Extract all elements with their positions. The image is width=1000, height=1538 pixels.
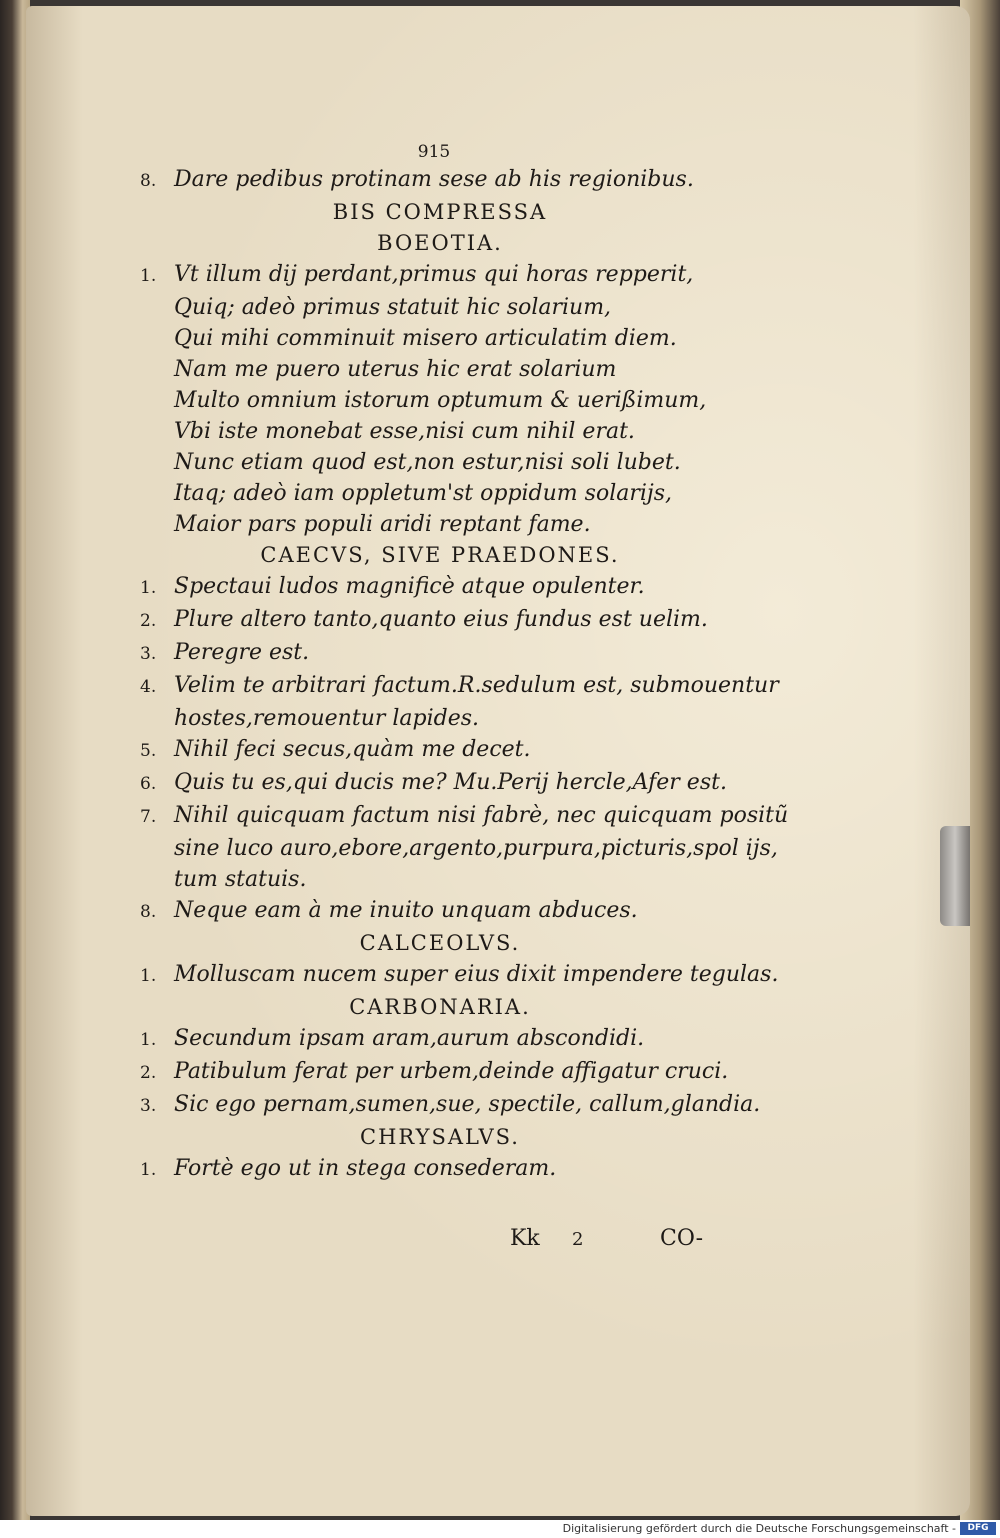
numbered-line [140, 1056, 740, 1089]
line-number: 5. [140, 741, 157, 761]
footer-text: Digitalisierung gefördert durch die Deutsche Forschungsgemeinschaft - [562, 1522, 956, 1535]
line-text: Secundum ipsam aram,aurum abscondidi. [174, 1026, 645, 1051]
section-heading: CHRYSALVS. [360, 1125, 520, 1149]
continuation-line: Nam me puero uterus hic erat solarium [174, 357, 617, 382]
line-number: 2. [140, 1063, 157, 1083]
line-number: 3. [140, 644, 157, 664]
continuation-line: Multo omnium istorum optumum & uerißimum, [174, 388, 707, 413]
numbered-line [140, 895, 740, 928]
numbered-line [140, 637, 740, 670]
line-number: 2. [140, 611, 157, 631]
numbered-line [140, 1023, 740, 1056]
dfg-logo: DFG [960, 1522, 996, 1535]
continuation-line: Nunc etiam quod est,non estur,nisi soli lubet. [174, 450, 681, 475]
continuation-line: hostes,remouentur lapides. [174, 706, 480, 731]
line-number: 7. [140, 807, 157, 827]
line-text: Nihil quicquam factum nisi fabrè, nec quicquam positũ [174, 803, 789, 828]
line-text: Molluscam nucem super eius dixit impendere tegulas. [174, 962, 779, 987]
line-number: 1. [140, 1030, 157, 1050]
book-clasp [940, 826, 970, 926]
line-number: 4. [140, 677, 157, 697]
numbered-line [140, 670, 779, 703]
numbered-line [140, 767, 740, 800]
line-text: Plure altero tanto,quanto eius fundus est uelim. [174, 607, 708, 632]
continuation-line: Vbi iste monebat esse,nisi cum nihil erat. [174, 419, 635, 444]
line-text: Patibulum ferat per urbem,deinde affigatur cruci. [174, 1059, 729, 1084]
line-text: Velim te arbitrari factum.R.sedulum est, submouentur [174, 673, 779, 698]
line-number: 8. [140, 171, 157, 191]
numbered-line [140, 1153, 740, 1186]
line-text: Nihil feci secus,quàm me decet. [174, 737, 531, 762]
line-text: Spectaui ludos magnificè atque opulenter. [174, 574, 645, 599]
line-text: Dare pedibus protinam sese ab his regionibus. [174, 167, 694, 192]
line-text: Sic ego pernam,sumen,sue, spectile, callum,glandia. [174, 1092, 761, 1117]
signature-number: 2 [572, 1229, 584, 1250]
numbered-line [140, 734, 740, 767]
line-text: Neque eam à me inuito unquam abduces. [174, 898, 638, 923]
page-number: 915 [417, 142, 451, 162]
continuation-line: Quiq; adeò primus statuit hic solarium, [174, 295, 612, 320]
numbered-line [140, 164, 740, 197]
page-text [140, 140, 789, 1186]
line-number: 1. [140, 966, 157, 986]
numbered-line [140, 1089, 761, 1122]
line-number: 1. [140, 266, 157, 286]
line-number: 8. [140, 902, 157, 922]
continuation-line: Maior pars populi aridi reptant fame. [174, 512, 591, 537]
line-text: Fortè ego ut in stega consederam. [174, 1156, 557, 1181]
section-heading: BOEOTIA. [377, 231, 503, 255]
numbered-line [140, 259, 740, 292]
line-number: 1. [140, 1160, 157, 1180]
line-number: 1. [140, 578, 157, 598]
numbered-line [140, 571, 740, 604]
signature-mark: Kk [510, 1226, 540, 1251]
text-body [140, 164, 789, 1186]
continuation-line: Qui mihi comminuit misero articulatim diem. [174, 326, 677, 351]
numbered-line [140, 800, 789, 833]
section-heading: CALCEOLVS. [359, 931, 521, 955]
numbered-line [140, 604, 740, 637]
line-number: 6. [140, 774, 157, 794]
continuation-line: Itaq; adeò iam oppletum'st oppidum solarijs, [174, 481, 673, 506]
section-heading: CAECVS, SIVE PRAEDONES. [260, 543, 620, 567]
section-heading: CARBONARIA. [349, 995, 531, 1019]
digitization-footer [0, 1520, 1000, 1538]
line-text: Vt illum dij perdant,primus qui horas repperit, [174, 262, 694, 287]
line-number: 3. [140, 1096, 157, 1116]
numbered-line [140, 959, 779, 992]
catchword: CO- [660, 1226, 704, 1251]
continuation-line: tum statuis. [174, 867, 307, 892]
line-text: Peregre est. [174, 640, 310, 665]
section-heading: BIS COMPRESSA [332, 200, 548, 224]
continuation-line: sine luco auro,ebore,argento,purpura,picturis,spol ijs, [174, 836, 778, 861]
line-text: Quis tu es,qui ducis me? Mu.Perij hercle,Afer est. [174, 770, 727, 795]
